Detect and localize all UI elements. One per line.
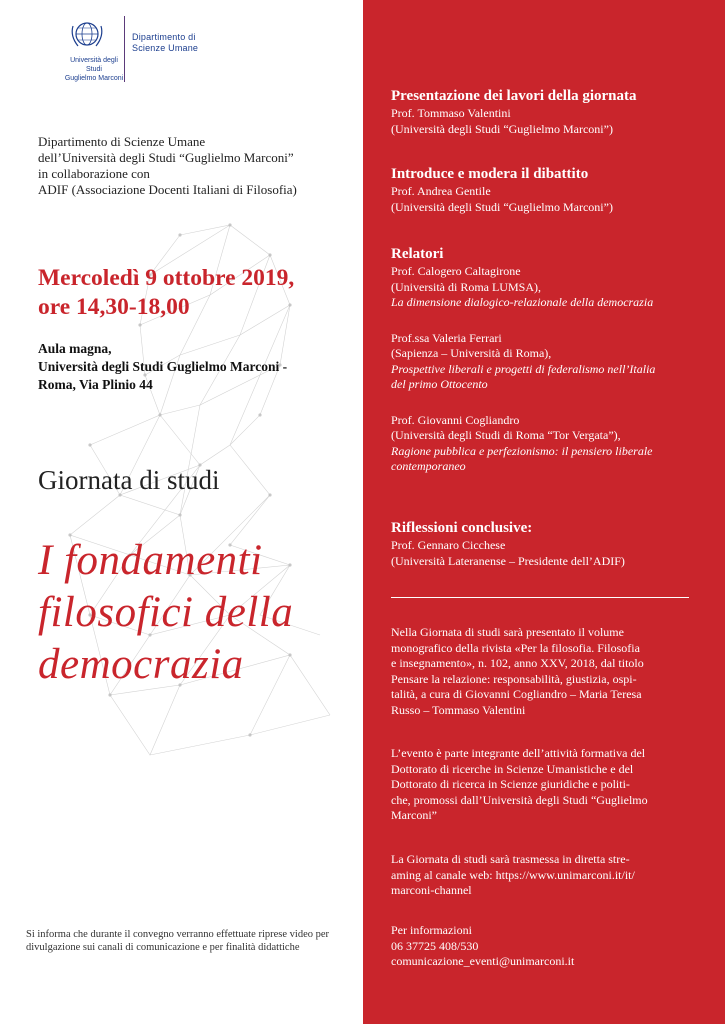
globe-laurel-icon — [68, 18, 106, 52]
speaker-name: Prof.ssa Valeria Ferrari — [391, 330, 502, 345]
university-logo — [62, 18, 132, 80]
speaker-name: Prof. Giovanni Cogliandro — [391, 412, 520, 427]
program-introduce — [391, 164, 711, 215]
talk-title: La dimensione dialogico-relazionale della democrazia — [391, 295, 654, 309]
event-date: Mercoledì 9 ottobre 2019, — [38, 265, 295, 291]
speaker-affiliation: (Università di Roma LUMSA), — [391, 279, 541, 294]
organizers-line: Dipartimento di Scienze Umane — [38, 134, 206, 149]
logo-divider — [124, 16, 125, 82]
contact-phone[interactable]: 06 37725 408/530 — [391, 938, 479, 953]
organizers-line: ADIF (Associazione Docenti Italiani di Filosofia) — [38, 182, 297, 197]
university-logo-text: Università degli Studi Guglielmo Marconi — [64, 57, 124, 82]
department-label: Dipartimento di Scienze Umane — [132, 32, 199, 53]
recording-notice: Si informa che durante il convegno verranno effettuate riprese video per divulgazione sui canali di comunicazione e per finalità didattiche — [26, 929, 330, 953]
speaker-affiliation: (Università degli Studi di Roma “Tor Vergata”), — [391, 428, 621, 442]
event-datetime — [38, 264, 294, 322]
event-time: ore 14,30-18,00 — [38, 294, 190, 320]
talk-title: del primo Ottocento — [391, 377, 488, 391]
section-heading: Relatori — [391, 246, 444, 262]
doctorate-text: L’evento è parte integrante dell’attività formativa del Dottorato di ricerche in Scienze Umanistiche e del Dottorato di ricerca in Scienze giuridiche e politi- che, promossi dall’Università degli Studi “Guglielmo Marconi” — [391, 746, 648, 822]
program-riflessioni — [391, 518, 711, 569]
speaker-affiliation: (Sapienza – Università di Roma), — [391, 346, 552, 360]
section-heading: Introduce e modera il dibattito — [391, 166, 589, 182]
event-venue: Aula magna, Università degli Studi Guglielmo Marconi - Roma, Via Plinio 44 — [38, 341, 288, 392]
speaker-entry — [391, 413, 711, 475]
speaker-name: Prof. Calogero Caltagirone — [391, 264, 521, 278]
speaker-entry — [391, 264, 711, 311]
contact-email[interactable]: comunicazione_eventi@unimarconi.it — [391, 954, 575, 968]
section-heading: Presentazione dei lavori della giornata — [391, 88, 637, 104]
streaming-link[interactable]: aming al canale web: https://www.unimarconi.it/it/ — [391, 867, 635, 882]
event-title: I fondamenti filosofici della democrazia — [38, 537, 294, 688]
speaker-name: Prof. Andrea Gentile — [391, 184, 491, 198]
speaker-affiliation: (Università degli Studi “Guglielmo Marconi”) — [391, 121, 613, 136]
speaker-entry — [391, 331, 711, 393]
contact-info — [391, 923, 701, 970]
organizers-text — [38, 134, 297, 198]
streaming-text: La Giornata di studi sarà trasmessa in diretta stre- aming al canale web: https://www.unimarconi.it/it/ marconi-channel — [391, 852, 701, 899]
program-presentazione — [391, 86, 711, 137]
speaker-affiliation: (Università degli Studi “Guglielmo Marconi”) — [391, 199, 613, 214]
section-heading: Riflessioni conclusive: — [391, 520, 533, 536]
contact-label: Per informazioni — [391, 923, 472, 937]
event-subtitle: Giornata di studi — [38, 465, 220, 495]
section-divider — [391, 597, 689, 598]
talk-title: contemporaneo — [391, 459, 466, 473]
talk-title: Ragione pubblica e perfezionismo: il pensiero liberale — [391, 443, 653, 458]
program-relatori — [391, 244, 711, 475]
organizers-line: in collaborazione con — [38, 166, 150, 181]
volume-presentation-text: Nella Giornata di studi sarà presentato il volume monografico della rivista «Per la filosofia. Filosofia e insegnamento», n. 102, anno XXV, 2018, dal titolo Pensare la relazione: responsabilità, giustizia, ospi- talità, a cura di Giovanni Cogliandro – Maria Teresa Russo – Tommaso Valentini — [391, 625, 644, 717]
speaker-affiliation: (Università Lateranense – Presidente dell’ADIF) — [391, 553, 625, 568]
talk-title: Prospettive liberali e progetti di federalismo nell’Italia — [391, 361, 656, 376]
program-panel — [363, 0, 725, 1024]
speaker-name: Prof. Tommaso Valentini — [391, 106, 511, 120]
organizers-line: dell’Università degli Studi “Guglielmo Marconi” — [38, 150, 294, 165]
streaming-link[interactable]: marconi-channel — [391, 883, 472, 897]
speaker-name: Prof. Gennaro Cicchese — [391, 538, 506, 552]
